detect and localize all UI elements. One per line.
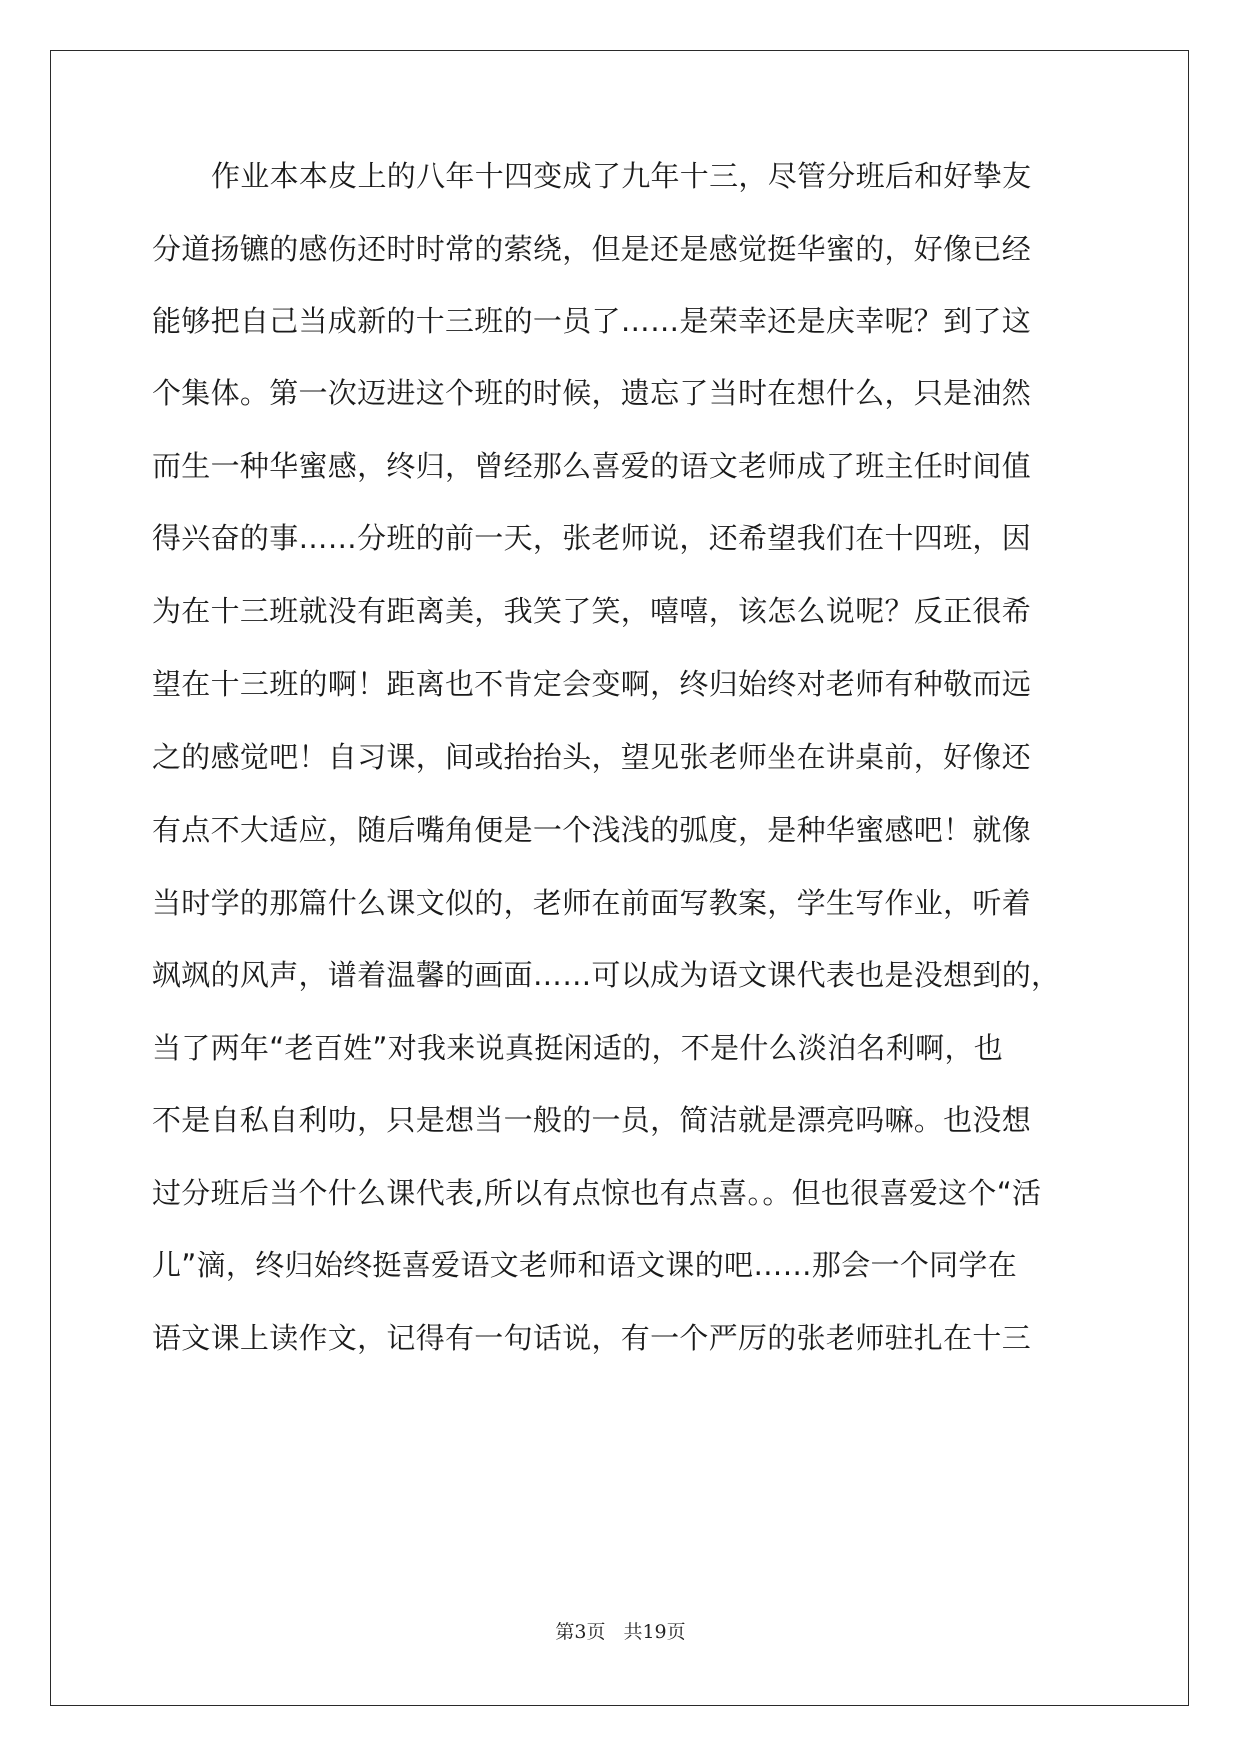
page-border (50, 50, 1189, 1706)
body-line: 儿”滴，终归始终挺喜爱语文老师和语文课的吧……那会一个同学在 (152, 1248, 1018, 1282)
body-line: 之的感觉吧！自习课，间或抬抬头，望见张老师坐在讲桌前，好像还 (152, 740, 1032, 774)
body-line: 分道扬镳的感伤还时时常的萦绕，但是还是感觉挺华蜜的，好像已经 (152, 232, 1032, 266)
body-line: 有点不大适应，随后嘴角便是一个浅浅的弧度，是种华蜜感吧！就像 (152, 813, 1032, 847)
body-line: 作业本本皮上的八年十四变成了九年十三，尽管分班后和好挚友 (211, 159, 1032, 193)
body-line: 个集体。第一次迈进这个班的时候，遗忘了当时在想什么，只是油然 (152, 376, 1032, 410)
page-footer (0, 1620, 1241, 1644)
body-line: 过分班后当个什么课代表,所以有点惊也有点喜。。但也很喜爱这个“活 (152, 1176, 1042, 1210)
body-line: 能够把自己当成新的十三班的一员了……是荣幸还是庆幸呢？到了这 (152, 304, 1032, 338)
body-line: 当了两年“老百姓”对我来说真挺闲适的，不是什么淡泊名利啊，也 (152, 1031, 1004, 1065)
page-number: 第3页 (555, 1621, 606, 1643)
body-line: 得兴奋的事……分班的前一天，张老师说，还希望我们在十四班，因 (152, 521, 1032, 555)
body-line: 不是自私自利叻，只是想当一般的一员，简洁就是漂亮吗嘛。也没想 (152, 1103, 1032, 1137)
body-line: 飒飒的风声，谱着温馨的画面……可以成为语文课代表也是没想到的， (152, 958, 1061, 992)
body-line: 而生一种华蜜感，终归，曾经那么喜爱的语文老师成了班主任时间值 (152, 449, 1032, 483)
body-line: 为在十三班就没有距离美，我笑了笑，嘻嘻，该怎么说呢？反正很希 (152, 594, 1032, 628)
body-line: 望在十三班的啊！距离也不肯定会变啊，终归始终对老师有种敬而远 (152, 667, 1032, 701)
body-line: 当时学的那篇什么课文似的，老师在前面写教案，学生写作业，听着 (152, 886, 1032, 920)
body-line: 语文课上读作文，记得有一句话说，有一个严厉的张老师驻扎在十三 (152, 1321, 1032, 1355)
page-total: 共19页 (623, 1621, 686, 1643)
